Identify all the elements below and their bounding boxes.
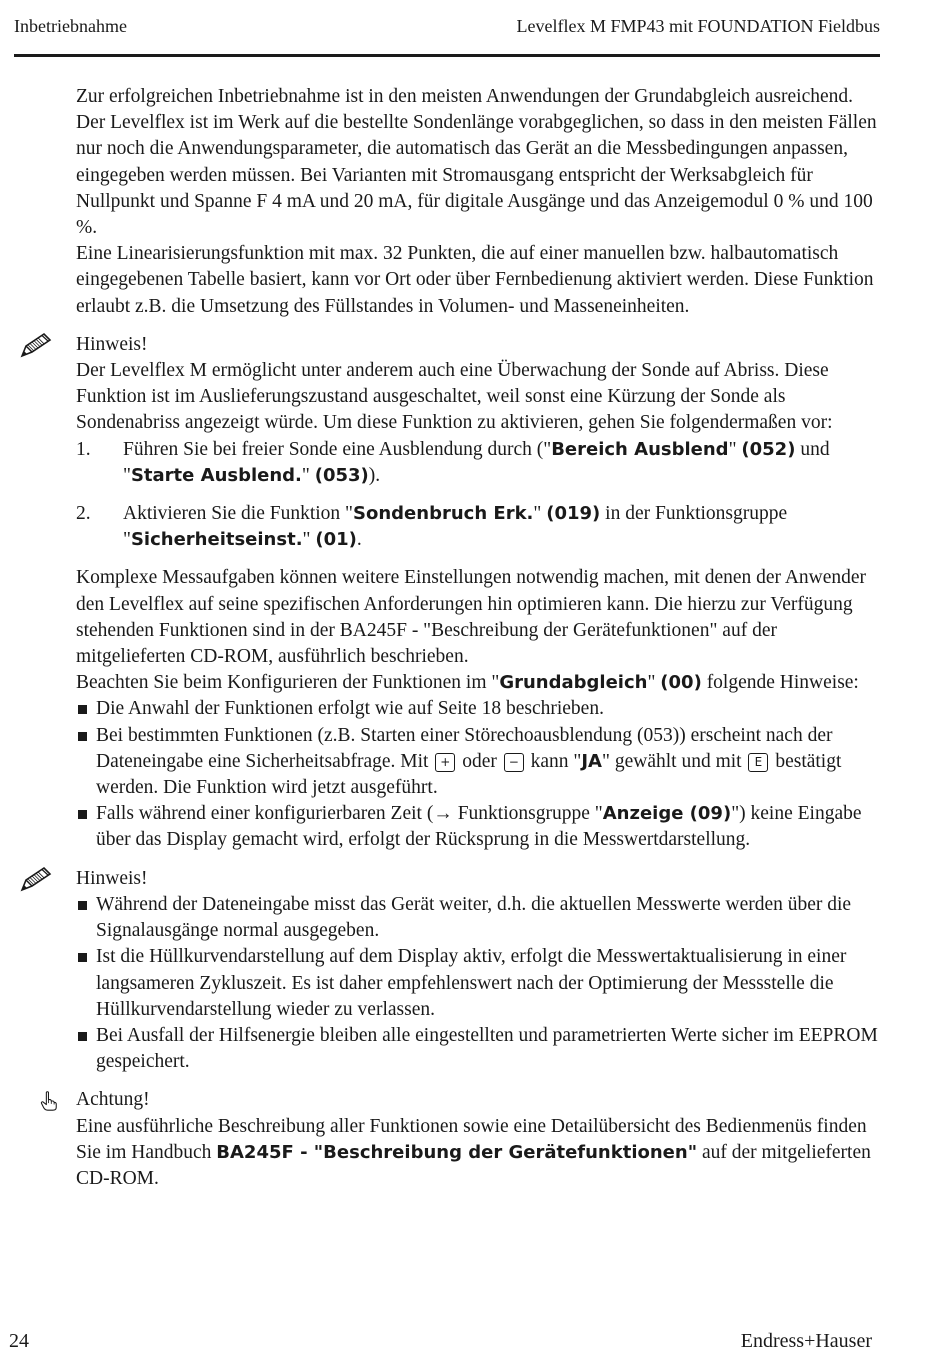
- hint-1-step-2: [76, 501, 882, 553]
- list-item-text: Während der Dateneingabe misst das Gerät weiter, d.h. die aktuellen Messwerte werden über die Signalausgänge normal ausgegeben.: [96, 893, 852, 942]
- list-item-text: Bei bestimmten Funktionen (z.B. Starten einer Störechoausblendung (053)) erscheint nach der Dateneingabe eine Sicherheitsabfrage. Mit: [96, 724, 833, 772]
- function-group-name: Anzeige (09): [602, 803, 732, 825]
- step-number: 2.: [76, 503, 91, 525]
- step-text: ": [302, 529, 316, 551]
- function-name: Starte Ausblend.: [130, 464, 302, 486]
- step-number: 1.: [76, 438, 91, 460]
- enter-key-icon: E: [748, 753, 768, 772]
- function-code: (019): [546, 503, 601, 525]
- list-item-text: " gewählt und mit: [602, 750, 742, 772]
- list-item-text: ") keine Eingabe über das Display gemacht wird, erfolgt der Rücksprung in die Messwertdarstellung.: [96, 803, 862, 851]
- header-rule: [14, 54, 880, 57]
- bullet-square-icon: [78, 1032, 87, 1041]
- bullet-square-icon: [78, 705, 87, 714]
- page-header: [14, 16, 880, 40]
- text-run: Eine ausführliche Beschreibung aller Funktionen sowie eine Detailübersicht des Bedienmenüs finden Sie im Handbuch: [76, 1115, 867, 1163]
- intro-paragraph-1: Zur erfolgreichen Inbetriebnahme ist in den meisten Anwendungen der Grundabgleich ausreichend.: [76, 86, 854, 107]
- pencil-note-icon: [18, 866, 52, 894]
- hint-1-steps: [76, 437, 882, 554]
- function-group-code: (01): [315, 529, 357, 551]
- list-item: [76, 1023, 882, 1075]
- step-text: Führen Sie bei freier Sonde eine Ausblendung durch (": [123, 438, 552, 460]
- bullet-square-icon: [78, 732, 87, 741]
- step-text: und ": [123, 438, 830, 486]
- intro-paragraph-3: Eine Linearisierungsfunktion mit max. 32 Punkten, die auf einer manuellen bzw. halbautomatisch eingegebenen Tabelle basiert, kann vor Ort oder über Fernbedienung aktiviert werden. Diese Funktion erlaubt z.B. die Umsetzung des Füllstandes in Volumen- und Masseneinheiten.: [76, 243, 874, 317]
- step-text: ": [533, 503, 547, 525]
- complex-paragraph-1: Komplexe Messaufgaben können weitere Einstellungen notwendig machen, mit denen der Anwender den Levelflex auf seine spezifischen Anforderungen hin optimieren kann. Die hierzu zur Verfügung stehenden Funktionen sind in der BA245F - "Beschreibung der Gerätefunktionen" auf der mitgelieferten CD-ROM, ausführlich beschrieben.: [76, 567, 867, 668]
- list-item: [76, 944, 882, 1023]
- list-item-text: kann ": [530, 750, 582, 772]
- brand-name: Endress+Hauser: [740, 1330, 872, 1352]
- caution-block: [76, 1087, 882, 1192]
- text-run: ": [647, 672, 661, 694]
- list-item: [76, 892, 882, 944]
- main-content: [76, 84, 882, 1192]
- step-text: ": [301, 464, 315, 486]
- text-run: Beachten Sie beim Konfigurieren der Funktionen im ": [76, 672, 500, 694]
- page-number: 24: [9, 1330, 29, 1352]
- header-section-title: Inbetriebnahme: [14, 16, 127, 36]
- list-item: [76, 696, 882, 722]
- bullet-square-icon: [78, 901, 87, 910]
- function-code: (052): [741, 438, 796, 460]
- step-text: Aktivieren Sie die Funktion ": [123, 503, 354, 525]
- step-text: ": [728, 438, 742, 460]
- bullet-square-icon: [78, 810, 87, 819]
- hint-2-title: Hinweis!: [76, 867, 148, 889]
- minus-key-icon: −: [504, 753, 524, 772]
- text-run: folgende Hinweise:: [701, 672, 859, 694]
- list-item-text: Ist die Hüllkurvendarstellung auf dem Display aktiv, erfolgt die Messwertaktualisierung in einer langsameren Zykluszeit. Es ist daher empfehlenswert nach der Optimierung der Messstelle die Hüllkurvendarstellung wieder zu verlassen.: [96, 946, 847, 1020]
- function-group-name: Grundabgleich: [499, 672, 648, 694]
- manual-reference: BA245F - "Beschreibung der Gerätefunktionen": [216, 1141, 698, 1163]
- hint-block-2: [76, 866, 882, 1076]
- option-ja: JA: [581, 750, 602, 772]
- caution-title: Achtung!: [76, 1089, 150, 1111]
- list-item-text: Falls während einer konfigurierbaren Zeit (→ Funktionsgruppe ": [96, 803, 603, 825]
- text-run: auf der mitgelieferten CD-ROM.: [76, 1141, 871, 1189]
- plus-key-icon: +: [435, 753, 455, 772]
- intro-paragraph-2: Der Levelflex ist im Werk auf die bestellte Sondenlänge vorabgeglichen, so dass in den meisten Fällen nur noch die Anwendungsparameter, die automatisch das Gerät an die Messbedingungen anpassen, eingegeben werden müssen. Bei Varianten mit Stromausgang entspricht der Werksabgleich für Nullpunkt und Spanne F 4 mA und 20 mA, für digitale Ausgänge und das Anzeigemodul 0 % und 100 %.: [76, 112, 877, 239]
- config-hints-list: [76, 696, 882, 853]
- list-item-text: Die Anwahl der Funktionen erfolgt wie auf Seite 18 beschrieben.: [96, 698, 604, 720]
- step-text: .: [356, 529, 362, 551]
- caution-text: [76, 1114, 882, 1193]
- hint-1-title: Hinweis!: [76, 333, 148, 355]
- header-product-title: Levelflex M FMP43 mit FOUNDATION Fieldbus: [516, 16, 880, 36]
- function-name: Bereich Ausblend: [551, 438, 729, 460]
- list-item: [76, 801, 882, 853]
- hint-block-1: [76, 332, 882, 554]
- list-item-text: Bei Ausfall der Hilfsenergie bleiben alle eingestellten und parametrierten Werte sicher im EEPROM gespeichert.: [96, 1024, 878, 1073]
- list-item-text: oder: [462, 750, 497, 772]
- function-group-code: (00): [660, 672, 702, 694]
- pointing-hand-icon: [40, 1087, 64, 1115]
- complex-paragraph-2: [76, 670, 882, 696]
- function-name: Sondenbruch Erk.: [353, 503, 534, 525]
- hint-1-step-1: [76, 437, 882, 489]
- step-text: in der Funktionsgruppe ": [123, 503, 788, 551]
- hint-2-list: [76, 892, 882, 1075]
- list-item: [76, 723, 882, 802]
- function-group-name: Sicherheitseinst.: [130, 529, 303, 551]
- step-text: ).: [368, 464, 381, 486]
- list-item-text: bestätigt werden. Die Funktion wird jetzt ausgeführt.: [96, 750, 842, 799]
- hint-1-text: Der Levelflex M ermöglicht unter anderem auch eine Überwachung der Sonde auf Abriss. Diese Funktion ist im Auslieferungszustand ausgeschaltet, weil sonst eine Kürzung der Sonde als Sondenabriss angezeigt würde. Um diese Funktion zu aktivieren, gehen Sie folgendermaßen vor:: [76, 360, 833, 434]
- function-code: (053): [314, 464, 369, 486]
- pencil-note-icon: [18, 332, 52, 360]
- bullet-square-icon: [78, 953, 87, 962]
